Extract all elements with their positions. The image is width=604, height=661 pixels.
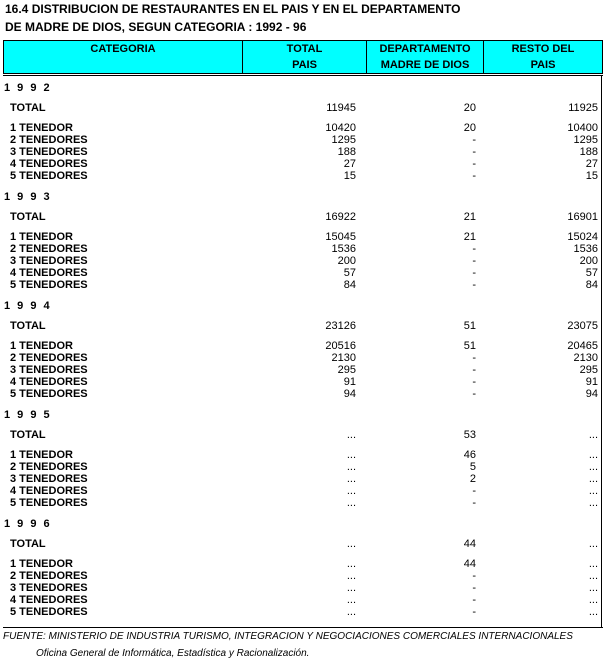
year-row <box>0 82 604 94</box>
total-pais-cell: ... <box>346 485 356 497</box>
table-row <box>0 606 604 618</box>
category-label: 5 TENEDORES <box>10 170 88 182</box>
departamento-cell: - <box>472 388 476 400</box>
year-label: 1 9 9 3 <box>4 191 52 203</box>
resto-pais-cell: 23075 <box>567 320 598 332</box>
resto-pais-cell: ... <box>588 449 598 461</box>
category-label: 3 TENEDORES <box>10 473 88 485</box>
header-resto-pais: RESTO DEL PAIS <box>483 41 602 73</box>
resto-pais-cell: 11925 <box>568 102 598 114</box>
resto-pais-cell: 84 <box>585 279 598 291</box>
total-pais-cell: ... <box>346 497 356 509</box>
footer-source: FUENTE: MINISTERIO DE INDUSTRIA TURISMO, INTEGRACION Y NEGOCIACIONES COMERCIALES INTERNACIONALES <box>3 631 573 642</box>
table-row <box>0 122 604 134</box>
category-label: 2 TENEDORES <box>10 134 88 146</box>
total-pais-cell: 84 <box>343 279 356 291</box>
year-row <box>0 409 604 421</box>
table-row <box>0 279 604 291</box>
table-row <box>0 376 604 388</box>
resto-pais-cell: 16901 <box>567 211 598 223</box>
category-label: TOTAL <box>10 211 46 223</box>
total-pais-cell: ... <box>346 473 356 485</box>
departamento-cell: - <box>472 582 476 594</box>
category-label: 1 TENEDOR <box>10 449 73 461</box>
departamento-cell: - <box>472 243 476 255</box>
total-pais-cell: 20516 <box>325 340 356 352</box>
total-pais-cell: 23126 <box>325 320 356 332</box>
total-pais-cell: 1295 <box>331 134 356 146</box>
resto-pais-cell: 1536 <box>573 243 598 255</box>
total-pais-cell: 2130 <box>331 352 356 364</box>
table-row <box>0 352 604 364</box>
resto-pais-cell: ... <box>588 461 598 473</box>
category-label: TOTAL <box>10 429 46 441</box>
departamento-cell: - <box>472 606 476 618</box>
header-departamento: DEPARTAMENTO MADRE DE DIOS <box>366 41 483 73</box>
table-row <box>0 429 604 441</box>
year-label: 1 9 9 2 <box>4 82 52 94</box>
total-pais-cell: 15 <box>343 170 356 182</box>
category-label: 5 TENEDORES <box>10 388 88 400</box>
table-row <box>0 582 604 594</box>
total-pais-cell: ... <box>346 461 356 473</box>
resto-pais-cell: ... <box>588 538 598 550</box>
departamento-cell: - <box>472 279 476 291</box>
resto-pais-cell: 15024 <box>567 231 598 243</box>
departamento-cell: - <box>472 158 476 170</box>
resto-pais-cell: ... <box>588 582 598 594</box>
departamento-cell: 21 <box>463 231 476 243</box>
total-pais-cell: 15045 <box>325 231 356 243</box>
category-label: 1 TENEDOR <box>10 231 73 243</box>
total-pais-cell: ... <box>346 606 356 618</box>
resto-pais-cell: 15 <box>585 170 598 182</box>
table-row <box>0 211 604 223</box>
category-label: TOTAL <box>10 320 46 332</box>
total-pais-cell: 27 <box>343 158 356 170</box>
category-label: 5 TENEDORES <box>10 497 88 509</box>
table-row <box>0 320 604 332</box>
departamento-cell: - <box>472 364 476 376</box>
total-pais-cell: 57 <box>343 267 356 279</box>
resto-pais-cell: 1295 <box>573 134 598 146</box>
total-pais-cell: 295 <box>337 364 356 376</box>
category-label: 1 TENEDOR <box>10 340 73 352</box>
year-row <box>0 518 604 530</box>
table-row <box>0 102 604 114</box>
departamento-cell: 51 <box>463 340 476 352</box>
resto-pais-cell: 295 <box>579 364 598 376</box>
resto-pais-cell: 2130 <box>573 352 598 364</box>
table-row <box>0 485 604 497</box>
departamento-cell: - <box>472 376 476 388</box>
resto-pais-cell: 57 <box>585 267 598 279</box>
category-label: 4 TENEDORES <box>10 267 88 279</box>
total-pais-cell: ... <box>346 594 356 606</box>
category-label: 3 TENEDORES <box>10 255 88 267</box>
category-label: 2 TENEDORES <box>10 570 88 582</box>
table-row <box>0 473 604 485</box>
total-pais-cell: ... <box>346 558 356 570</box>
departamento-cell: - <box>472 134 476 146</box>
total-pais-cell: ... <box>346 449 356 461</box>
resto-pais-cell: 91 <box>585 376 598 388</box>
resto-pais-cell: 27 <box>585 158 598 170</box>
category-label: 3 TENEDORES <box>10 582 88 594</box>
table-title-line-2: DE MADRE DE DIOS, SEGUN CATEGORIA : 1992 - 96 <box>5 20 307 34</box>
resto-pais-cell: 188 <box>579 146 598 158</box>
category-label: 4 TENEDORES <box>10 594 88 606</box>
resto-pais-cell: ... <box>588 485 598 497</box>
category-label: TOTAL <box>10 102 46 114</box>
table-header <box>3 40 603 74</box>
departamento-cell: 21 <box>463 211 476 223</box>
table-row <box>0 243 604 255</box>
resto-pais-cell: ... <box>588 606 598 618</box>
table-row <box>0 497 604 509</box>
departamento-cell: - <box>472 594 476 606</box>
table-row <box>0 231 604 243</box>
year-label: 1 9 9 4 <box>4 300 52 312</box>
table-row <box>0 594 604 606</box>
total-pais-cell: ... <box>346 429 356 441</box>
resto-pais-cell: ... <box>588 594 598 606</box>
departamento-cell: - <box>472 485 476 497</box>
table-row <box>0 255 604 267</box>
table-row <box>0 158 604 170</box>
departamento-cell: 5 <box>469 461 476 473</box>
total-pais-cell: ... <box>346 538 356 550</box>
category-label: 5 TENEDORES <box>10 606 88 618</box>
departamento-cell: 44 <box>463 538 476 550</box>
departamento-cell: 44 <box>463 558 476 570</box>
table-bottom-rule <box>3 627 603 628</box>
resto-pais-cell: 10400 <box>567 122 598 134</box>
resto-pais-cell: ... <box>588 497 598 509</box>
total-pais-cell: ... <box>346 582 356 594</box>
total-pais-cell: ... <box>346 570 356 582</box>
category-label: 2 TENEDORES <box>10 243 88 255</box>
total-pais-cell: 10420 <box>325 122 356 134</box>
departamento-cell: - <box>472 352 476 364</box>
resto-pais-cell: ... <box>588 570 598 582</box>
header-bottom-rule <box>3 75 603 76</box>
table-row <box>0 340 604 352</box>
departamento-cell: - <box>472 267 476 279</box>
table-title-line-1: 16.4 DISTRIBUCION DE RESTAURANTES EN EL PAIS Y EN EL DEPARTAMENTO <box>5 2 461 16</box>
category-label: 4 TENEDORES <box>10 158 88 170</box>
table-row <box>0 570 604 582</box>
departamento-cell: - <box>472 170 476 182</box>
resto-pais-cell: ... <box>588 429 598 441</box>
resto-pais-cell: 94 <box>585 388 598 400</box>
resto-pais-cell: ... <box>588 558 598 570</box>
header-categoria: CATEGORIA <box>90 43 156 55</box>
departamento-cell: 2 <box>469 473 476 485</box>
category-label: 5 TENEDORES <box>10 279 88 291</box>
table-row <box>0 461 604 473</box>
header-total-pais: TOTAL PAIS <box>242 41 366 73</box>
table-row <box>0 388 604 400</box>
total-pais-cell: 94 <box>343 388 356 400</box>
departamento-cell: 20 <box>463 102 476 114</box>
departamento-cell: - <box>472 255 476 267</box>
table-row <box>0 146 604 158</box>
category-label: 3 TENEDORES <box>10 146 88 158</box>
total-pais-cell: 1536 <box>331 243 356 255</box>
departamento-cell: - <box>472 570 476 582</box>
footer-office: Oficina General de Informática, Estadística y Racionalización. <box>36 648 310 659</box>
table-row <box>0 558 604 570</box>
departamento-cell: - <box>472 497 476 509</box>
category-label: 3 TENEDORES <box>10 364 88 376</box>
category-label: 2 TENEDORES <box>10 461 88 473</box>
table-row <box>0 364 604 376</box>
total-pais-cell: 16922 <box>325 211 356 223</box>
category-label: 1 TENEDOR <box>10 558 73 570</box>
total-pais-cell: 91 <box>343 376 356 388</box>
category-label: 4 TENEDORES <box>10 376 88 388</box>
total-pais-cell: 188 <box>337 146 356 158</box>
departamento-cell: 46 <box>463 449 476 461</box>
resto-pais-cell: ... <box>588 473 598 485</box>
table-row <box>0 449 604 461</box>
table-row <box>0 134 604 146</box>
departamento-cell: - <box>472 146 476 158</box>
category-label: 1 TENEDOR <box>10 122 73 134</box>
total-pais-cell: 200 <box>337 255 356 267</box>
departamento-cell: 20 <box>463 122 476 134</box>
table-row <box>0 267 604 279</box>
departamento-cell: 53 <box>463 429 476 441</box>
year-row <box>0 191 604 203</box>
category-label: 2 TENEDORES <box>10 352 88 364</box>
year-label: 1 9 9 5 <box>4 409 52 421</box>
table-row <box>0 170 604 182</box>
category-label: 4 TENEDORES <box>10 485 88 497</box>
total-pais-cell: 11945 <box>326 102 356 114</box>
year-label: 1 9 9 6 <box>4 518 52 530</box>
category-label: TOTAL <box>10 538 46 550</box>
resto-pais-cell: 20465 <box>567 340 598 352</box>
table-row <box>0 538 604 550</box>
year-row <box>0 300 604 312</box>
departamento-cell: 51 <box>463 320 476 332</box>
resto-pais-cell: 200 <box>579 255 598 267</box>
